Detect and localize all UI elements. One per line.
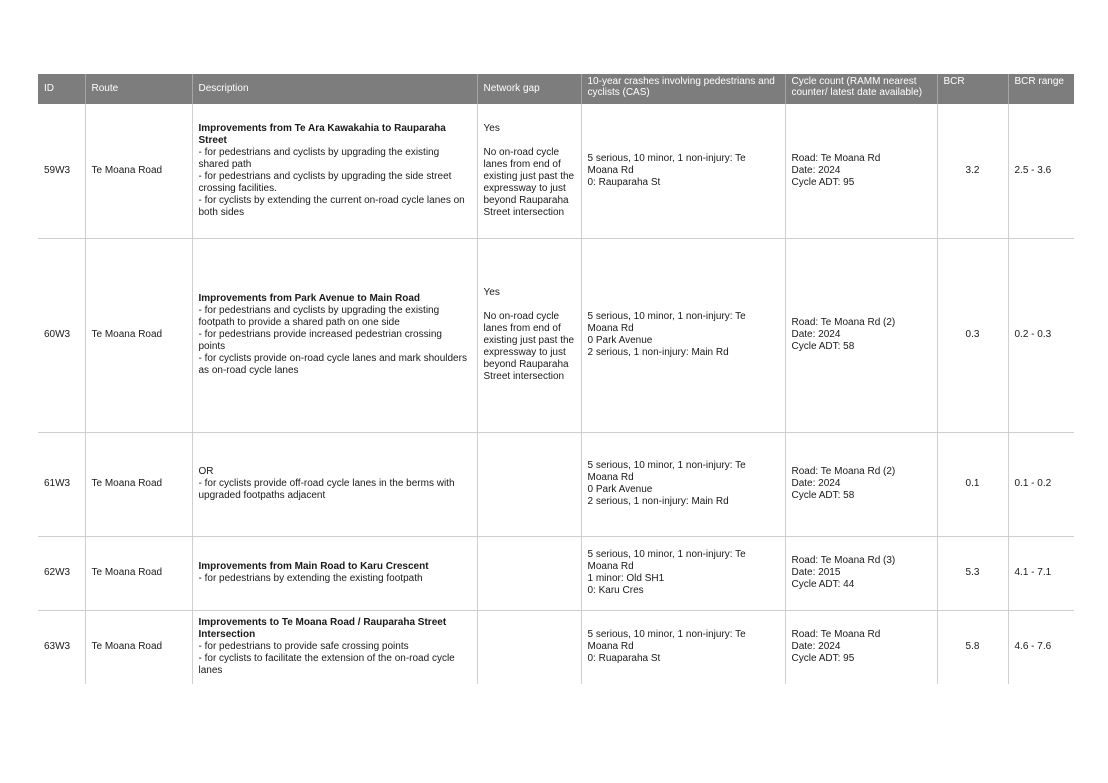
table-row bbox=[38, 238, 1074, 432]
cell-crashes: 5 serious, 10 minor, 1 non-injury: Te Moana Rd 0: Ruaparaha St bbox=[581, 610, 785, 684]
cell-network-gap bbox=[477, 536, 581, 610]
cell-crashes: 5 serious, 10 minor, 1 non-injury: Te Moana Rd 0: Rauparaha St bbox=[581, 104, 785, 238]
cell-bcr-range: 4.6 - 7.6 bbox=[1008, 610, 1074, 684]
cell-description bbox=[192, 536, 477, 610]
description-line: - for cyclists provide off-road cycle lanes in the berms with upgraded footpaths adjacent bbox=[198, 478, 455, 501]
cell-route: Te Moana Road bbox=[85, 432, 192, 536]
cell-bcr-range: 2.5 - 3.6 bbox=[1008, 104, 1074, 238]
cell-bcr-range: 4.1 - 7.1 bbox=[1008, 536, 1074, 610]
description-line: - for pedestrians provide increased pedestrian crossing points bbox=[198, 329, 442, 352]
description-line: - for cyclists provide on-road cycle lanes and mark shoulders as on-road cycle lanes bbox=[198, 353, 467, 376]
cell-route: Te Moana Road bbox=[85, 104, 192, 238]
cell-route: Te Moana Road bbox=[85, 536, 192, 610]
header-row bbox=[38, 74, 1074, 104]
cell-bcr: 0.1 bbox=[937, 432, 1008, 536]
cell-description bbox=[192, 610, 477, 684]
cell-id: 63W3 bbox=[44, 641, 71, 653]
cell-bcr-range: 0.1 - 0.2 bbox=[1008, 432, 1074, 536]
description-title: Improvements from Main Road to Karu Crescent bbox=[198, 561, 429, 572]
cell-crashes: 5 serious, 10 minor, 1 non-injury: Te Moana Rd 0 Park Avenue 2 serious, 1 non-injury: Main Rd bbox=[581, 238, 785, 432]
cell-cycle-count: Road: Te Moana Rd (2) Date: 2024 Cycle ADT: 58 bbox=[785, 432, 937, 536]
description-title: Improvements from Park Avenue to Main Road bbox=[198, 293, 421, 304]
cell-cycle-count: Road: Te Moana Rd (2) Date: 2024 Cycle ADT: 58 bbox=[785, 238, 937, 432]
table-row bbox=[38, 536, 1074, 610]
table-row bbox=[38, 104, 1074, 238]
cell-bcr: 5.8 bbox=[937, 610, 1008, 684]
projects-table-container bbox=[38, 74, 1074, 684]
cell-route: Te Moana Road bbox=[85, 238, 192, 432]
cell-cycle-count: Road: Te Moana Rd Date: 2024 Cycle ADT: 95 bbox=[785, 610, 937, 684]
cell-network-gap bbox=[477, 432, 581, 536]
header-cycle-count: Cycle count (RAMM nearest counter/ latest date available) bbox=[785, 74, 937, 104]
cell-bcr: 3.2 bbox=[937, 104, 1008, 238]
cell-id: 59W3 bbox=[38, 104, 85, 238]
header-id: ID bbox=[38, 74, 85, 104]
description-title: Improvements from Te Ara Kawakahia to Rauparaha Street bbox=[198, 122, 446, 146]
cell-cycle-count: Road: Te Moana Rd Date: 2024 Cycle ADT: 95 bbox=[785, 104, 937, 238]
cell-id: 60W3 bbox=[38, 238, 85, 432]
network-gap-text: No on-road cycle lanes from end of existing just past the expressway to just beyond Rauparaha Street intersection bbox=[483, 146, 575, 218]
cell-bcr: 0.3 bbox=[937, 238, 1008, 432]
cell-crashes: 5 serious, 10 minor, 1 non-injury: Te Moana Rd 1 minor: Old SH1 0: Karu Cres bbox=[581, 536, 785, 610]
cell-bcr: 5.3 bbox=[937, 536, 1008, 610]
cell-id: 61W3 bbox=[38, 432, 85, 536]
description-line: - for pedestrians and cyclists by upgrading the side street crossing facilities. bbox=[198, 170, 452, 194]
projects-table bbox=[38, 74, 1074, 684]
cell-network-gap bbox=[477, 104, 581, 238]
cell-route: Te Moana Road bbox=[85, 610, 192, 684]
cell-description bbox=[192, 104, 477, 238]
description-line: - for pedestrians by extending the existing footpath bbox=[198, 573, 423, 584]
network-gap-text: No on-road cycle lanes from end of existing just past the expressway to just beyond Rauparaha Street intersection bbox=[483, 311, 575, 382]
cell-network-gap bbox=[477, 238, 581, 432]
table-row bbox=[38, 610, 1074, 684]
header-description: Description bbox=[192, 74, 477, 104]
network-gap-flag: Yes bbox=[483, 287, 500, 298]
header-bcr-range: BCR range bbox=[1008, 74, 1074, 104]
cell-network-gap bbox=[477, 610, 581, 684]
header-bcr: BCR bbox=[937, 74, 1008, 104]
description-line: - for pedestrians to provide safe crossing points bbox=[198, 641, 409, 653]
network-gap-flag: Yes bbox=[483, 122, 500, 134]
cell-description bbox=[192, 238, 477, 432]
cell-crashes: 5 serious, 10 minor, 1 non-injury: Te Moana Rd 0 Park Avenue 2 serious, 1 non-injury: Main Rd bbox=[581, 432, 785, 536]
description-title: Improvements to Te Moana Road / Rauparaha Street Intersection bbox=[198, 617, 447, 641]
table-row bbox=[38, 432, 1074, 536]
cell-id: 62W3 bbox=[38, 536, 85, 610]
header-route: Route bbox=[85, 74, 192, 104]
cell-description bbox=[192, 432, 477, 536]
header-crashes: 10-year crashes involving pedestrians and cyclists (CAS) bbox=[581, 74, 785, 104]
description-line: - for pedestrians and cyclists by upgrading the existing shared path bbox=[198, 146, 440, 170]
description-line: - for cyclists to facilitate the extension of the on-road cycle lanes bbox=[198, 653, 455, 677]
description-line: - for pedestrians and cyclists by upgrading the existing footpath to provide a shared path on one side bbox=[198, 305, 440, 328]
header-network-gap: Network gap bbox=[477, 74, 581, 104]
cell-cycle-count: Road: Te Moana Rd (3) Date: 2015 Cycle ADT: 44 bbox=[785, 536, 937, 610]
description-line: - for cyclists by extending the current on-road cycle lanes on both sides bbox=[198, 194, 465, 218]
description-line: OR bbox=[198, 466, 214, 477]
cell-bcr-range: 0.2 - 0.3 bbox=[1008, 238, 1074, 432]
